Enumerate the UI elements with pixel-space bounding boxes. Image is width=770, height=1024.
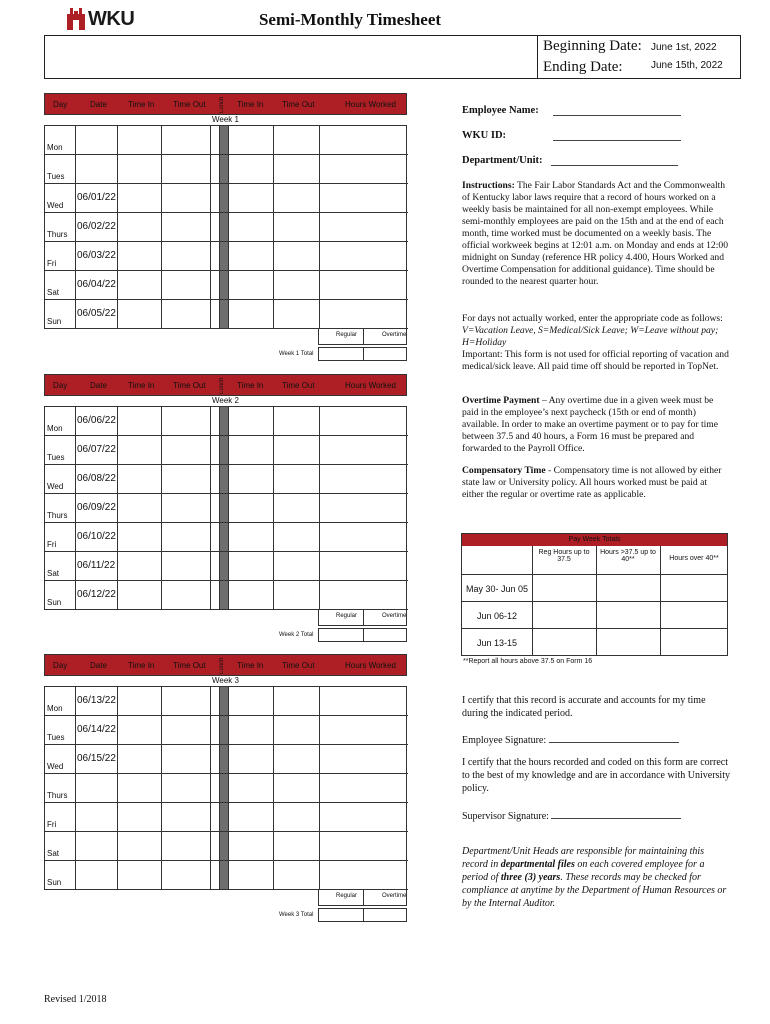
pay-week-row-label: Jun 13-15 (476, 638, 518, 648)
pay-week-totals-table (461, 533, 728, 656)
date-cell[interactable]: 06/02/22 (77, 221, 116, 232)
week-table (44, 93, 407, 363)
header-hours-worked: Hours Worked (345, 381, 396, 390)
retention-text: . These records may be checked for compliance at anytime by the Department of Human Resources or by the Internal Auditor. (462, 872, 727, 909)
employee-certify-text: I certify that this record is accurate and accounts for my time during the indicated period. (462, 695, 706, 719)
summary-row (44, 610, 407, 626)
header-time-out2: Time Out (282, 661, 315, 670)
codes-block (462, 313, 730, 373)
table-row (45, 861, 408, 890)
retention-note (462, 845, 730, 910)
table-row (45, 300, 408, 329)
week-table (44, 374, 407, 644)
day-name: Tues (47, 453, 65, 462)
comp-heading: Compensatory Time (462, 465, 546, 476)
date-cell[interactable]: 06/03/22 (77, 250, 116, 261)
regular-label: Regular (336, 613, 358, 619)
date-cell[interactable]: 06/04/22 (77, 279, 116, 290)
week-label: Week 2 (212, 396, 239, 405)
table-row (45, 213, 408, 242)
instructions-block (462, 180, 730, 288)
ending-date-value[interactable]: June 15th, 2022 (651, 60, 723, 71)
table-row (45, 832, 408, 861)
table-header (44, 93, 407, 115)
employee-name-label: Employee Name: (462, 105, 539, 116)
instructions-heading: Instructions: (462, 180, 515, 191)
day-name: Fri (47, 259, 57, 268)
header-time-in2: Time In (237, 100, 264, 109)
day-name: Sun (47, 317, 62, 326)
week-total-label: Week 2 Total (279, 632, 314, 638)
beginning-date-value[interactable]: June 1st, 2022 (651, 42, 717, 53)
header-date: Date (90, 661, 107, 670)
overtime-label: Overtime (382, 893, 407, 899)
week-total-label: Week 1 Total (279, 351, 314, 357)
week-total-label: Week 3 Total (279, 912, 314, 918)
date-cell[interactable]: 06/14/22 (77, 724, 116, 735)
comp-text: - Compensatory time is not allowed by either state law or University policy. All hours worked must be paid at either the regular or overtime rate as applicable. (462, 465, 722, 500)
table-row (45, 155, 408, 184)
day-name: Sat (47, 288, 60, 297)
day-name: Fri (47, 540, 57, 549)
important-note: Important: This form is not used for official reporting of vacation and medical/sick leave. All paid time off should be reported in TopNet. (462, 349, 729, 372)
supervisor-signature-field[interactable] (551, 808, 681, 819)
day-name: Tues (47, 733, 65, 742)
table-row (45, 126, 408, 155)
instructions-text: The Fair Labor Standards Act and the Commonwealth of Kentucky labor laws require that a record of hours worked on a weekly basis be maintained for all non-exempt employees. While semi-monthly employees are paid on the 15th and at the end of each month, time worked must be documented on a weekly basis. The official workweek begins at 12:01 a.m. on Monday and ends at 12:00 midnight on Sunday (reference HR policy 4.400, Hours Worked and Overtime Compensation for additional guidance). Time should be rounded to the nearest quarter hour. (462, 180, 728, 287)
pay-week-totals-title: Pay Week Totals (462, 534, 727, 546)
date-cell[interactable]: 06/10/22 (77, 531, 116, 542)
header-time-out: Time Out (173, 381, 206, 390)
header-day: Day (53, 100, 68, 109)
date-cell[interactable]: 06/13/22 (77, 695, 116, 706)
retention-text: on each covered employee for a period of (462, 859, 705, 883)
header-date: Date (90, 381, 107, 390)
header-day: Day (53, 381, 68, 390)
table-row (45, 465, 408, 494)
header-hours-worked: Hours Worked (345, 661, 396, 670)
beginning-date-label: Beginning Date: (543, 38, 642, 54)
header-hours-worked: Hours Worked (345, 100, 396, 109)
table-row (45, 552, 408, 581)
employee-signature-label: Employee Signature: (462, 735, 547, 746)
header-lunch: Lunch (219, 657, 225, 675)
codes-intro: For days not actually worked, enter the appropriate code as follows: (462, 313, 723, 324)
wku-logo (66, 4, 146, 40)
col-hours-over-40: Hours over 40** (669, 555, 719, 562)
day-name: Sun (47, 598, 62, 607)
date-cell[interactable]: 06/15/22 (77, 753, 116, 764)
day-name: Sun (47, 878, 62, 887)
date-cell[interactable]: 06/06/22 (77, 415, 116, 426)
comp-time-block (462, 465, 730, 501)
header-lunch: Lunch (219, 377, 225, 395)
supervisor-certify-text: I certify that the hours recorded and coded on this form are correct to the best of my knowledge and are in accordance with University policy. (462, 757, 730, 794)
date-cell[interactable]: 06/12/22 (77, 589, 116, 600)
table-row (45, 436, 408, 465)
pay-week-footnote: **Report all hours above 37.5 on Form 16 (463, 658, 593, 665)
header-time-in2: Time In (237, 381, 264, 390)
date-cell[interactable]: 06/05/22 (77, 308, 116, 319)
date-cell[interactable]: 06/09/22 (77, 502, 116, 513)
ending-date-label: Ending Date: (543, 59, 623, 75)
col-hours-37-40: Hours >37.5 up to 40** (600, 549, 656, 563)
overtime-text: – Any overtime due in a given week must be paid in the employee’s next paycheck (15th or end of month) available. In order to make an overtime payment or to pay for time between 37.5 and 40 hours, a Form 16 must be prepared and forwarded to the Payroll Office. (462, 395, 719, 454)
cupola-icon (66, 8, 86, 30)
day-name: Sat (47, 849, 60, 858)
day-name: Wed (47, 762, 64, 771)
page-title: Semi-Monthly Timesheet (258, 10, 442, 29)
date-cell[interactable]: 06/01/22 (77, 192, 116, 203)
logo-text: WKU (88, 8, 135, 30)
header-date: Date (90, 100, 107, 109)
revised-date: Revised 1/2018 (44, 994, 107, 1005)
supervisor-signature-row (462, 808, 730, 823)
day-name: Mon (47, 143, 63, 152)
regular-label: Regular (336, 893, 358, 899)
employee-name-field[interactable] (553, 114, 681, 116)
header-time-out2: Time Out (282, 100, 315, 109)
week-total-field[interactable] (318, 347, 407, 361)
table-row (45, 184, 408, 213)
day-name: Mon (47, 704, 63, 713)
regular-label: Regular (336, 332, 358, 338)
employee-signature-field[interactable] (549, 732, 679, 743)
week-total-field[interactable] (318, 908, 407, 922)
week-label: Week 1 (212, 115, 239, 124)
table-row (45, 523, 408, 552)
day-name: Mon (47, 424, 63, 433)
day-name: Thurs (47, 791, 68, 800)
table-row (45, 242, 408, 271)
date-cell[interactable]: 06/07/22 (77, 444, 116, 455)
day-name: Wed (47, 201, 64, 210)
date-cell[interactable]: 06/08/22 (77, 473, 116, 484)
header-time-in2: Time In (237, 661, 264, 670)
header-time-out: Time Out (173, 661, 206, 670)
day-name: Tues (47, 172, 65, 181)
week-table (44, 654, 407, 924)
table-row (45, 271, 408, 300)
employee-signature-row (462, 732, 730, 747)
overtime-label: Overtime (382, 332, 407, 338)
header-time-out2: Time Out (282, 381, 315, 390)
overtime-block (462, 395, 730, 455)
table-row (45, 581, 408, 610)
day-name: Thurs (47, 230, 68, 239)
codes-list: V=Vacation Leave, S=Medical/Sick Leave; W=Leave without pay; H=Holiday (462, 325, 719, 348)
retention-text: Department/Unit Heads are responsible for maintaining this record in (462, 846, 705, 870)
overtime-heading: Overtime Payment (462, 395, 540, 406)
table-row (45, 745, 408, 774)
header-day: Day (53, 661, 68, 670)
overtime-label: Overtime (382, 613, 407, 619)
pay-week-row-label: Jun 06-12 (476, 611, 518, 621)
supervisor-signature-label: Supervisor Signature: (462, 811, 549, 822)
table-row (45, 803, 408, 832)
header-time-in: Time In (128, 661, 155, 670)
header-time-in: Time In (128, 100, 155, 109)
department-label: Department/Unit: (462, 155, 543, 166)
table-header (44, 654, 407, 676)
day-name: Wed (47, 482, 64, 491)
wku-id-label: WKU ID: (462, 130, 507, 141)
week-label: Week 3 (212, 676, 239, 685)
retention-emphasis: three (3) years (500, 872, 561, 883)
table-header (44, 374, 407, 396)
day-name: Fri (47, 820, 57, 829)
header-lunch: Lunch (219, 96, 225, 114)
week-total-field[interactable] (318, 628, 407, 642)
day-name: Sat (47, 569, 60, 578)
pay-week-row-label: May 30- Jun 05 (465, 584, 529, 594)
header-time-out: Time Out (173, 100, 206, 109)
retention-emphasis: departmental files (500, 859, 575, 870)
table-row (45, 716, 408, 745)
col-reg-hours: Reg Hours up to 37.5 (538, 549, 590, 563)
summary-row (44, 890, 407, 906)
day-name: Thurs (47, 511, 68, 520)
header-time-in: Time In (128, 381, 155, 390)
wku-id-field[interactable] (553, 139, 681, 141)
table-row (45, 774, 408, 803)
table-row (45, 407, 408, 436)
table-row (45, 687, 408, 716)
department-field[interactable] (551, 164, 678, 166)
date-cell[interactable]: 06/11/22 (77, 560, 116, 571)
summary-row (44, 329, 407, 345)
table-row (45, 494, 408, 523)
